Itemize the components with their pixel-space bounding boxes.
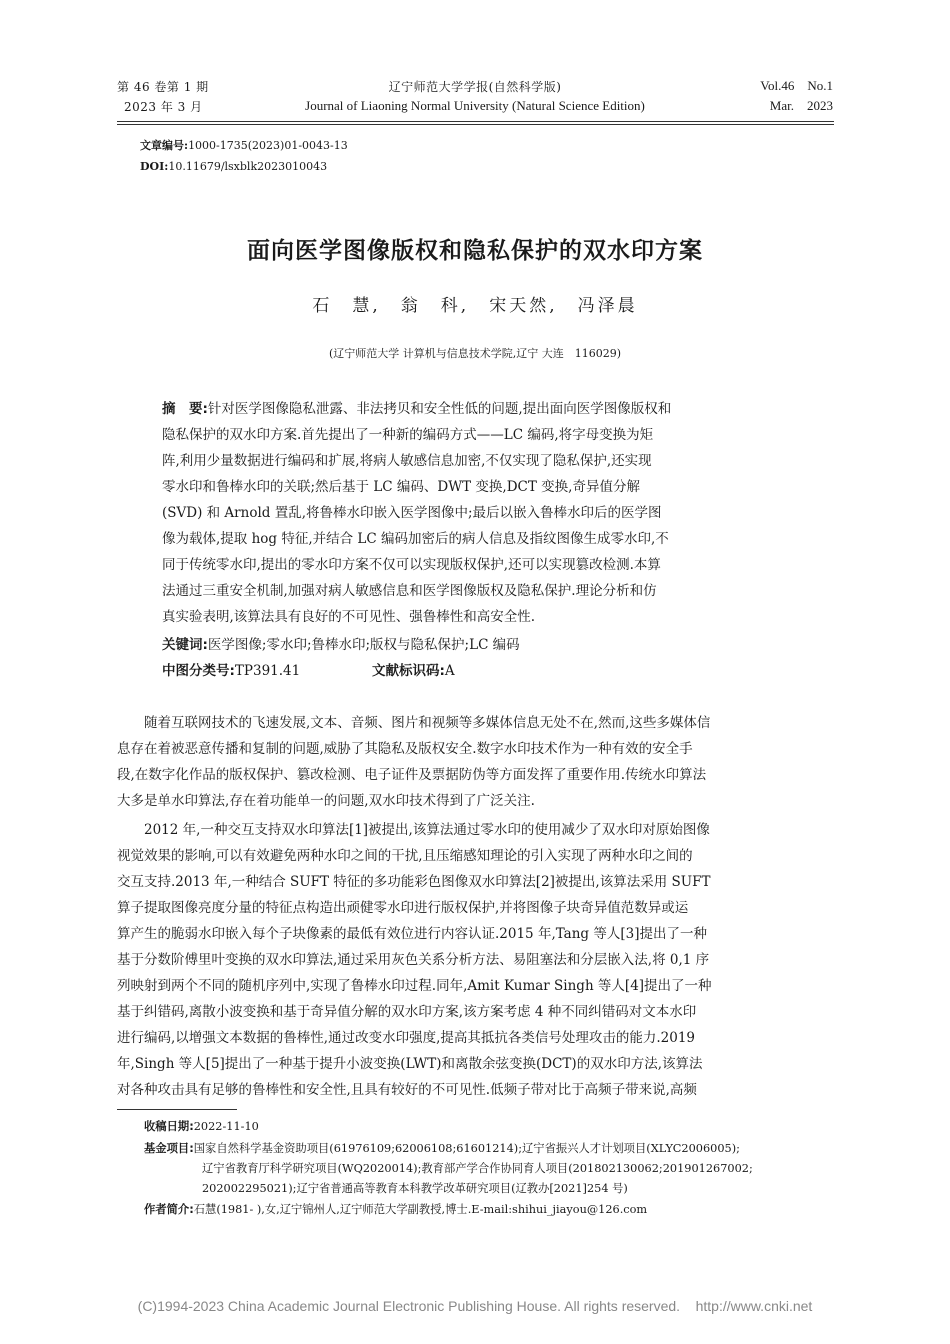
body-line: 对各种攻击具有足够的鲁棒性和安全性,且具有较好的不可见性.低频子带对比于高频子带来说,高频 xyxy=(117,1082,697,1098)
keywords: 关键词:医学图像;零水印;鲁棒水印;版权与隐私保护;LC 编码 xyxy=(162,637,520,653)
abstract-line: 隐私保护的双水印方案.首先提出了一种新的编码方式——LC 编码,将字母变换为矩 xyxy=(162,427,654,443)
fund-line: 辽宁省教育厅科学研究项目(WQ2020014);教育部产学合作协同育人项目(201802130062;201901267002; xyxy=(202,1162,753,1175)
abstract-line: 真实验表明,该算法具有良好的不可见性、强鲁棒性和高安全性. xyxy=(162,609,536,625)
author-list: 石 慧, 翁 科, 宋天然, 冯泽晨 xyxy=(312,296,638,316)
volume-number: Vol.46 No.1 xyxy=(760,78,833,93)
body-line: 息存在着被恶意传播和复制的问题,威胁了其隐私及版权安全.数字水印技术作为一种有效的安全手 xyxy=(117,741,693,757)
issue-date: 2023 年 3 月 xyxy=(124,100,203,114)
body-line: 列映射到两个不同的随机序列中,实现了鲁棒水印过程.同年,Amit Kumar Singh 等人[4]提出了一种 xyxy=(117,978,712,994)
body-line: 算子提取图像亮度分量的特征点构造出顽健零水印进行版权保护,并将图像子块奇异值范数异或运 xyxy=(117,900,689,916)
body-line: 基于纠错码,离散小波变换和基于奇异值分解的双水印方案,该方案考虑 4 种不同纠错码对文本水印 xyxy=(117,1004,697,1020)
abstract-line: 零水印和鲁棒水印的关联;然后基于 LC 编码、DWT 变换,DCT 变换,奇异值分解 xyxy=(162,479,640,495)
paper-title: 面向医学图像版权和隐私保护的双水印方案 xyxy=(247,238,703,264)
issue-number: 第 46 卷第 1 期 xyxy=(117,80,209,94)
header-rule xyxy=(117,121,834,122)
abstract-line: 阵,利用少量数据进行编码和扩展,将病人敏感信息加密,不仅实现了隐私保护,还实现 xyxy=(162,453,652,469)
abstract-line: 法通过三重安全机制,加强对病人敏感信息和医学图像版权及隐私保护.理论分析和仿 xyxy=(162,583,657,599)
body-line: 算产生的脆弱水印嵌入每个子块像素的最低有效位进行内容认证.2015 年,Tang 等人[3]提出了一种 xyxy=(117,926,707,942)
footnote-rule xyxy=(117,1109,237,1110)
affiliation: (辽宁师范大学 计算机与信息技术学院,辽宁 大连 116029) xyxy=(328,347,622,360)
clc-number: 中图分类号:TP391.41 xyxy=(162,663,301,679)
body-line: 视觉效果的影响,可以有效避免两种水印之间的干扰,且压缩感知理论的引入实现了两种水印之间的 xyxy=(117,848,693,864)
header-rule-double xyxy=(117,124,834,125)
document-code: 文献标识码:A xyxy=(372,663,455,679)
body-line: 交互支持.2013 年,一种结合 SUFT 特征的多功能彩色图像双水印算法[2]被提出,该算法采用 SUFT xyxy=(117,874,711,890)
fund-line: 202002295021);辽宁省普通高等教育本科教学改革研究项目(辽教办[2021]254 号) xyxy=(202,1182,628,1195)
abstract-line: 同于传统零水印,提出的零水印方案不仅可以实现版权保护,还可以实现篡改检测.本算 xyxy=(162,557,661,573)
doi: DOI:10.11679/lsxblk2023010043 xyxy=(140,160,328,173)
body-line: 段,在数字化作品的版权保护、篡改检测、电子证件及票据防伪等方面发挥了重要作用.传统水印算法 xyxy=(117,767,707,783)
body-line: 2012 年,一种交互支持双水印算法[1]被提出,该算法通过零水印的使用减少了双水印对原始图像 xyxy=(117,822,710,838)
abstract-line: 像为载体,提取 hog 特征,并结合 LC 编码加密后的病人信息及指纹图像生成零水印,不 xyxy=(162,531,669,547)
body-line: 进行编码,以增强文本数据的鲁棒性,通过改变水印强度,提高其抵抗各类信号处理攻击的能力.2019 xyxy=(117,1030,696,1046)
received-date: 收稿日期:2022-11-10 xyxy=(144,1120,259,1133)
article-number: 文章编号:1000-1735(2023)01-0043-13 xyxy=(140,139,348,152)
body-line: 基于分数阶傅里叶变换的双水印算法,通过采用灰色关系分析方法、易阻塞法和分层嵌入法,将 0,1 序 xyxy=(117,952,710,968)
copyright-footer: (C)1994-2023 China Academic Journal Electronic Publishing House. All rights reserved. http://www.cnki.net xyxy=(137,1298,813,1314)
body-line: 随着互联网技术的飞速发展,文本、音频、图片和视频等多媒体信息无处不在,然而,这些多媒体信 xyxy=(117,715,711,731)
abstract-line: 摘 要:针对医学图像隐私泄露、非法拷贝和安全性低的问题,提出面向医学图像版权和 xyxy=(162,401,672,417)
abstract-line: (SVD) 和 Arnold 置乱,将鲁棒水印嵌入医学图像中;最后以嵌入鲁棒水印后的医学图 xyxy=(162,505,662,521)
journal-title-en: Journal of Liaoning Normal University (Natural Science Edition) xyxy=(305,98,645,113)
body-line: 年,Singh 等人[5]提出了一种基于提升小波变换(LWT)和离散余弦变换(DCT)的双水印方法,该算法 xyxy=(117,1056,703,1072)
author-bio: 作者简介:石慧(1981- ),女,辽宁锦州人,辽宁师范大学副教授,博士.E-mail:shihui_jiayou@126.com xyxy=(144,1203,648,1216)
body-line: 大多是单水印算法,存在着功能单一的问题,双水印技术得到了广泛关注. xyxy=(117,793,535,809)
fund-line: 基金项目:国家自然科学基金资助项目(61976109;62006108;61601214);辽宁省振兴人才计划项目(XLYC2006005); xyxy=(144,1142,740,1155)
journal-title-cn: 辽宁师范大学学报(自然科学版) xyxy=(388,80,562,94)
issue-date-en: Mar. 2023 xyxy=(769,98,833,113)
